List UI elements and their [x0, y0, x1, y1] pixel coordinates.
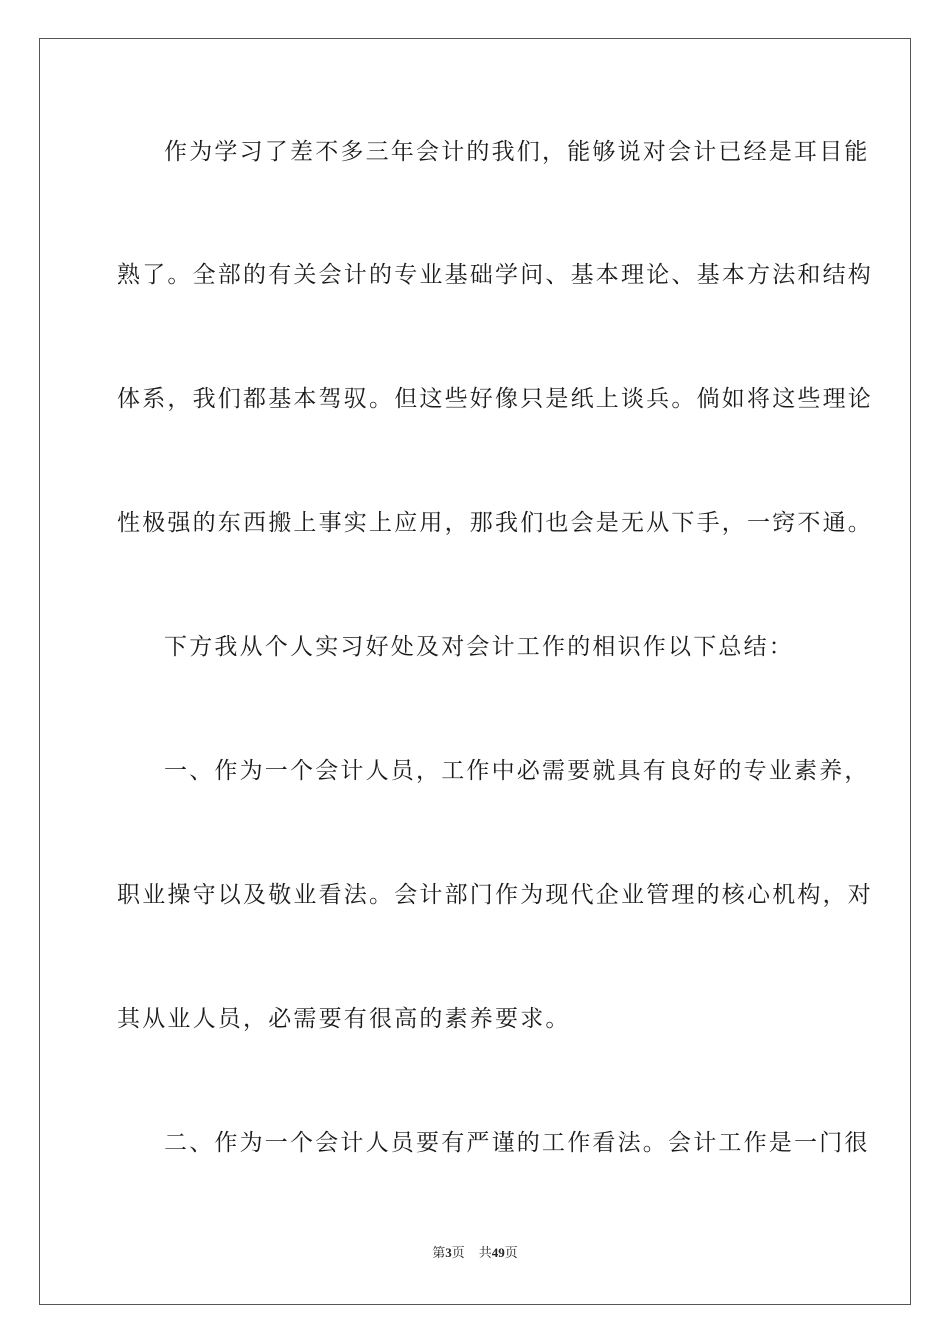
- text-line: 性极强的东西搬上事实上应用，那我们也会是无从下手，一窍不通。: [117, 510, 873, 536]
- page-border: [39, 38, 911, 1305]
- page-suffix: 页: [451, 1245, 465, 1260]
- total-pages: 49: [491, 1245, 505, 1260]
- total-suffix: 页: [504, 1245, 518, 1260]
- page-number: 3: [445, 1245, 452, 1260]
- text-line: 体系，我们都基本驾驭。但这些好像只是纸上谈兵。倘如将这些理论: [117, 386, 873, 412]
- text-line: 下方我从个人实习好处及对会计工作的相识作以下总结：: [164, 634, 794, 660]
- text-line: 其从业人员，必需要有很高的素养要求。: [117, 1006, 571, 1032]
- page-prefix: 第: [432, 1245, 446, 1260]
- text-line: 二、作为一个会计人员要有严谨的工作看法。会计工作是一门很: [164, 1130, 870, 1156]
- text-line: 一、作为一个会计人员，工作中必需要就具有良好的专业素养，: [164, 758, 870, 784]
- page-footer: [0, 1245, 950, 1261]
- text-line: 作为学习了差不多三年会计的我们，能够说对会计已经是耳目能: [164, 139, 870, 165]
- total-prefix: 共: [478, 1245, 492, 1260]
- text-line: 熟了。全部的有关会计的专业基础学问、基本理论、基本方法和结构: [117, 262, 873, 288]
- text-line: 职业操守以及敬业看法。会计部门作为现代企业管理的核心机构，对: [117, 882, 873, 908]
